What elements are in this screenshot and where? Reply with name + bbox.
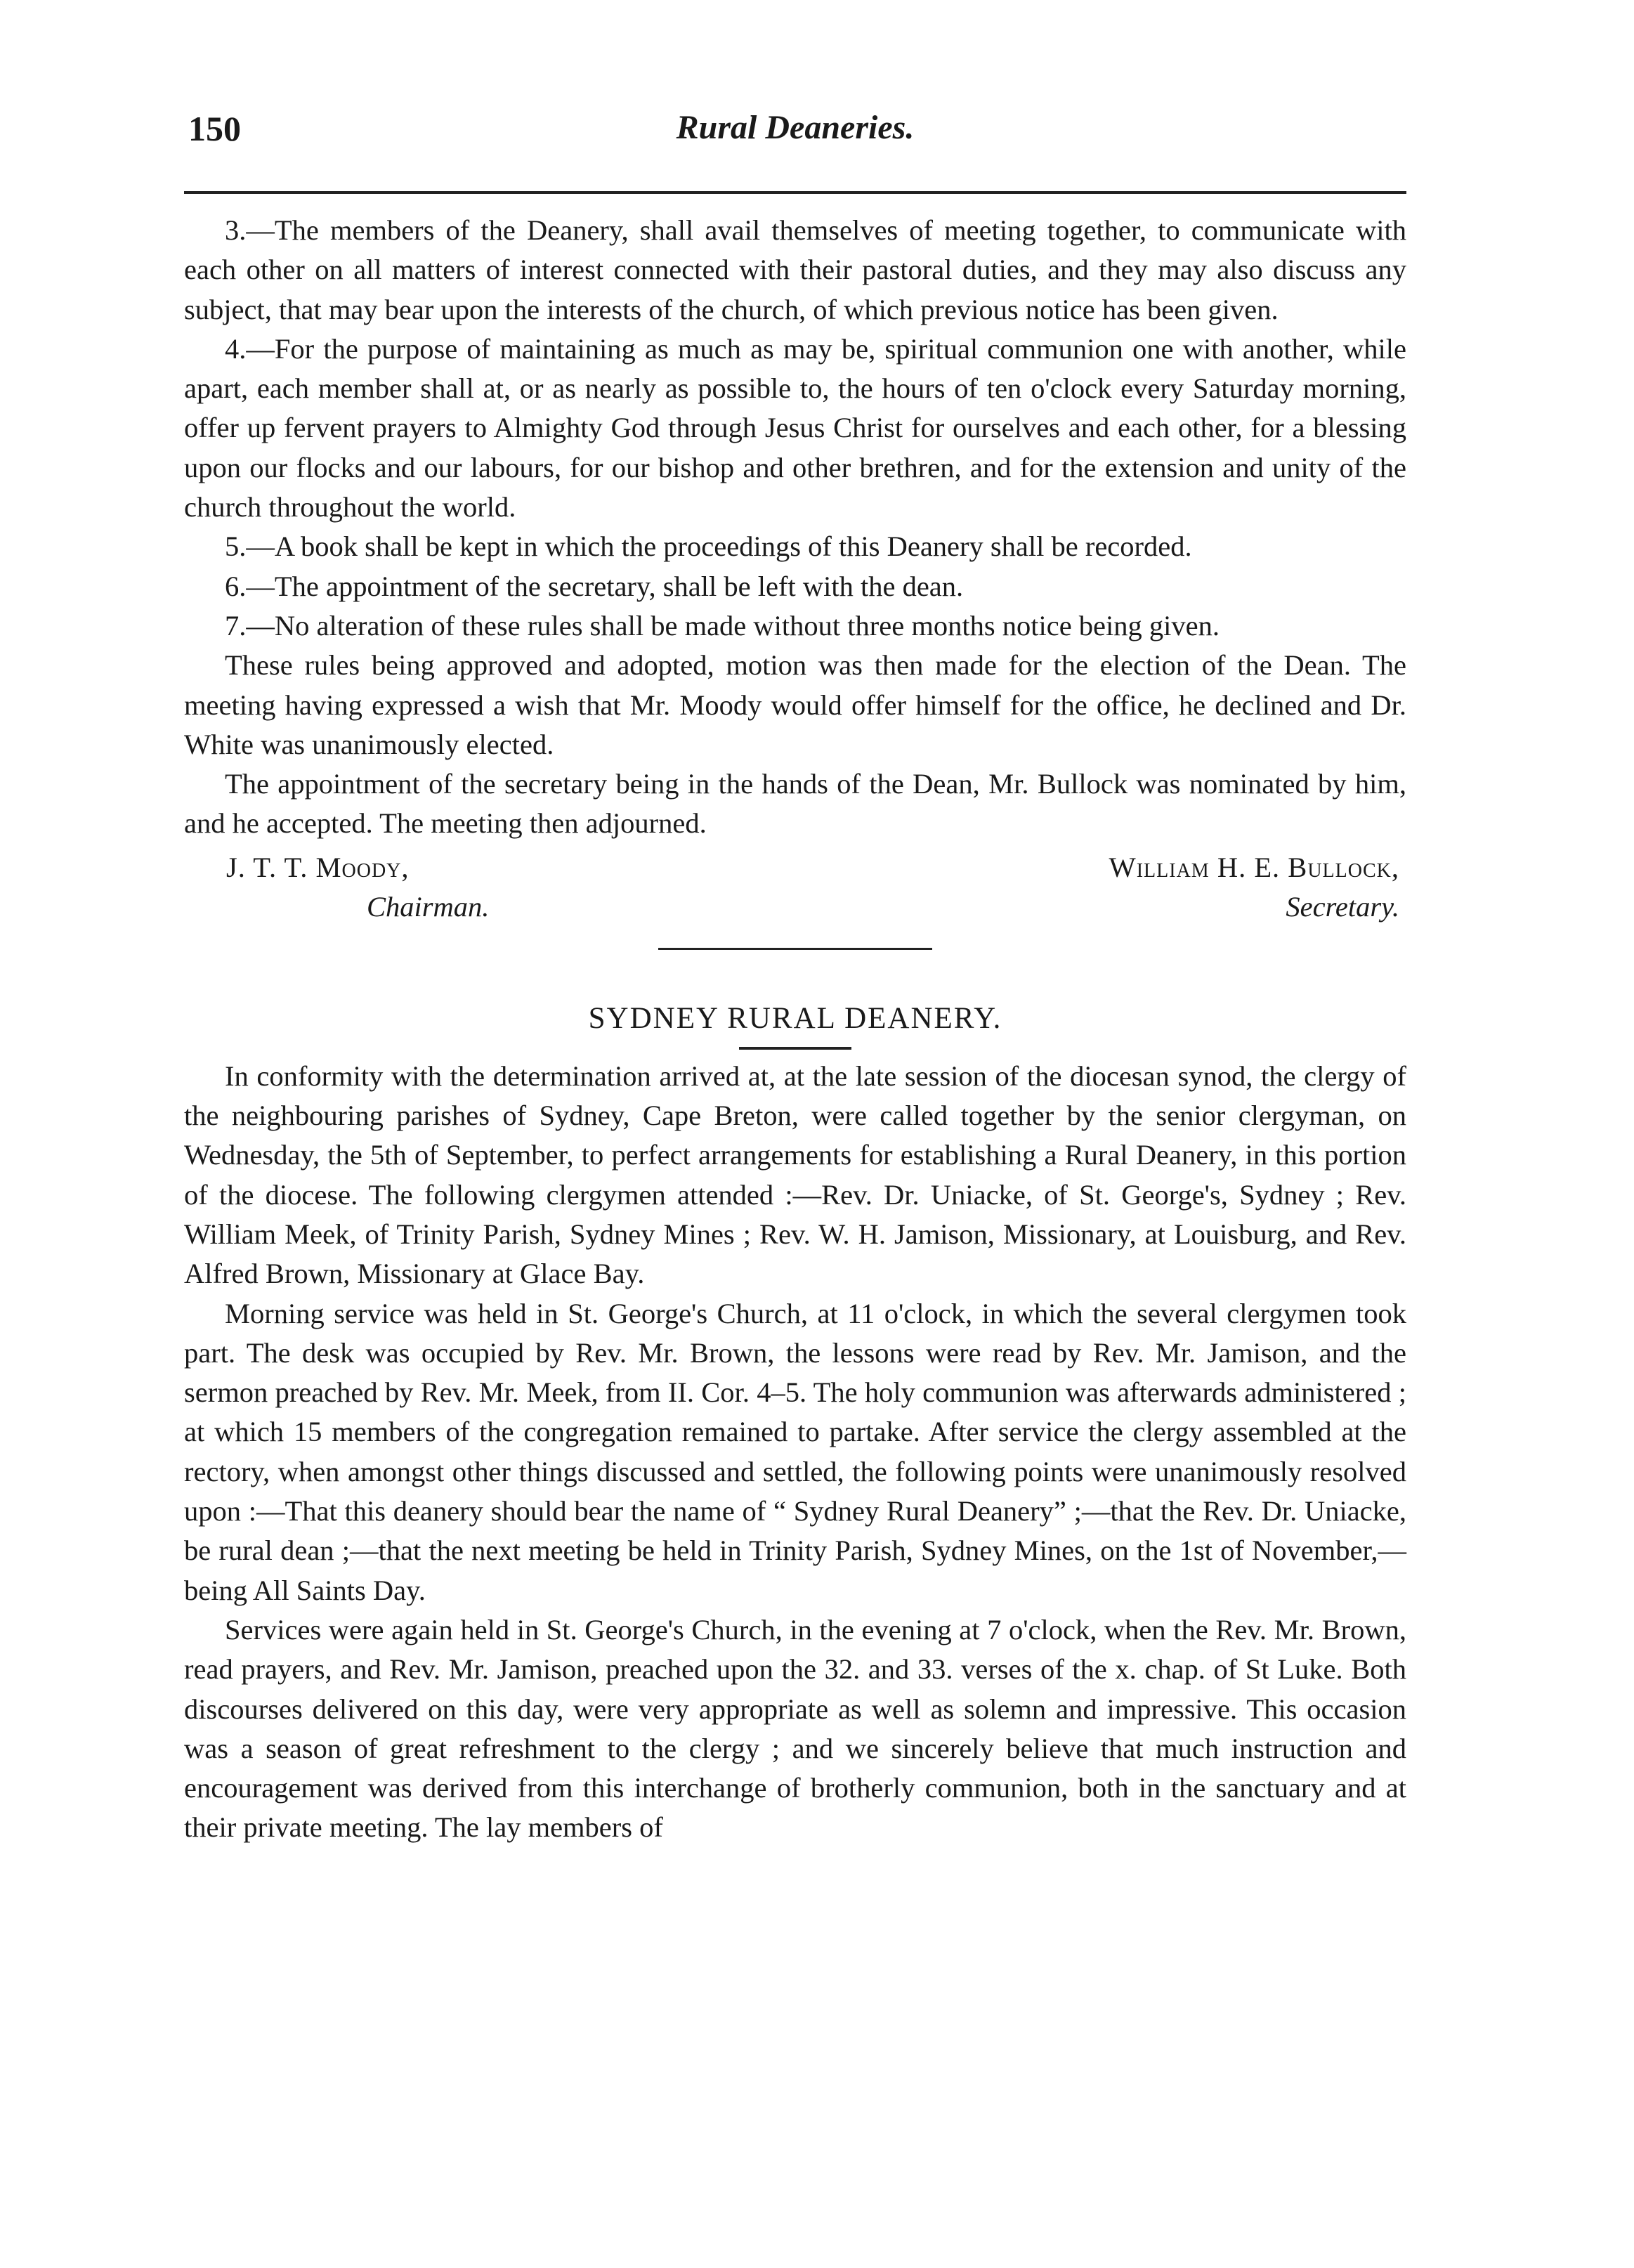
sydney-paragraph-3: Services were again held in St. George's Church, in the evening at 7 o'clock, when the Rev. Mr. Brown, read prayers, and Rev. Mr. Jamison, preached upon the 32. and 33. verses of the x. chap. of St Luke. Both discourses delivered on this day, were very appropriate as well as solemn and impressive. This occasion was a season of great refreshment to the clergy ; and we sincerely believe that much instruction and encouragement was derived from this interchange of brotherly communion, both in the sanctuary and at their private meeting. The lay members of xyxy=(184,1613,1406,1844)
rule-4: 4.—For the purpose of maintaining as much as may be, spiritual communion one with another, while apart, each member shall at, or as nearly as possible to, the hours of ten o'clock every Saturday morning, offer up fervent prayers to Almighty God through Jesus Christ for ourselves and each other, for a blessing upon our flocks and our labours, for our bishop and other brethren, and for the extension and unity of the church throughout the world. xyxy=(184,332,1406,523)
secretary-name: William H. E. Bullock, xyxy=(1109,851,1399,883)
heading-rule xyxy=(739,1047,851,1050)
section-divider xyxy=(658,948,932,950)
rule-7: 7.—No alteration of these rules shall be made without three months notice being given. xyxy=(225,609,1220,641)
rule-3: 3.—The members of the Deanery, shall avail themselves of meeting together, to communicate with each other on all matters of interest connected with their pastoral duties, and they may also discuss any subject, that may bear upon the interests of the church, of which previous notice has been given. xyxy=(184,214,1406,325)
section-heading: SYDNEY RURAL DEANERY. xyxy=(588,1001,1002,1035)
document-page xyxy=(184,105,1406,1844)
page-body xyxy=(184,211,1406,1848)
signature-block xyxy=(184,848,1406,927)
page-header xyxy=(184,105,1406,162)
sydney-paragraph-2: Morning service was held in St. George's Church, at 11 o'clock, in which the several clergymen took part. The desk was occupied by Rev. Mr. Brown, the lessons were read by Rev. Mr. Jamison, and the sermon preached by Rev. Mr. Meek, from II. Cor. 4–5. The holy communion was afterwards administered ; at which 15 members of the congregation remained to partake. After service the clergy assembled at the rectory, when amongst other things discussed and settled, the following points were unanimously resolved upon :—That this deanery should bear the name of “ Sydney Rural Deanery” ;—that the Rev. Dr. Uniacke, be rural dean ;—that the next meeting be held in Trinity Parish, Sydney Mines, on the 1st of November,—being All Saints Day. xyxy=(184,1297,1406,1606)
election-paragraph: These rules being approved and adopted, motion was then made for the election of the Dean. The meeting having expressed a wish that Mr. Moody would offer himself for the office, he declined and Dr. White was unanimously elected. xyxy=(184,649,1406,760)
rule-5: 5.—A book shall be kept in which the proceedings of this Deanery shall be recorded. xyxy=(225,530,1192,563)
chairman-title: Chairman. xyxy=(367,890,490,923)
header-rule xyxy=(184,191,1406,194)
secretary-title: Secretary. xyxy=(1286,890,1399,923)
sydney-paragraph-1: In conformity with the determination arrived at, at the late session of the diocesan synod, the clergy of the neighbouring parishes of Sydney, Cape Breton, were called together by the senior clergyman, on Wednesday, the 5th of September, to perfect arrangements for establishing a Rural Deanery, in this portion of the diocese. The following clergymen attended :—Rev. Dr. Uniacke, of St. George's, Sydney ; Rev. William Meek, of Trinity Parish, Sydney Mines ; Rev. W. H. Jamison, Missionary, at Louisburg, and Rev. Alfred Brown, Missionary at Glace Bay. xyxy=(184,1060,1406,1290)
page-number: 150 xyxy=(188,109,241,148)
running-title: Rural Deaneries. xyxy=(676,109,915,146)
rule-6: 6.—The appointment of the secretary, shall be left with the dean. xyxy=(225,570,964,602)
chairman-name: J. T. T. Moody, xyxy=(226,851,410,883)
secretary-paragraph: The appointment of the secretary being in the hands of the Dean, Mr. Bullock was nominated by him, and he accepted. The meeting then adjourned. xyxy=(184,768,1406,840)
